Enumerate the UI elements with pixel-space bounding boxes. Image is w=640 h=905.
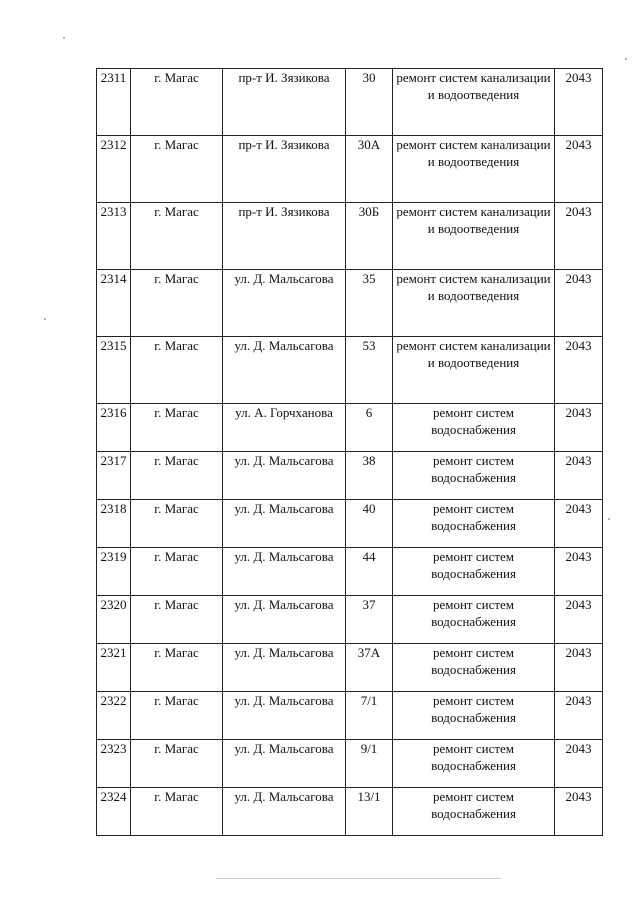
- house-cell: 37А: [346, 644, 393, 692]
- row-number-cell: 2320: [97, 596, 131, 644]
- street-cell: ул. Д. Мальсагова: [223, 548, 346, 596]
- house-cell: 30Б: [346, 203, 393, 270]
- table-row: [97, 692, 603, 740]
- city-cell: г. Магас: [131, 136, 223, 203]
- year-cell: 2043: [555, 740, 603, 788]
- street-cell: ул. Д. Мальсагова: [223, 788, 346, 836]
- row-number-cell: 2313: [97, 203, 131, 270]
- row-number-cell: 2316: [97, 404, 131, 452]
- table-row: [97, 337, 603, 404]
- row-number-cell: 2322: [97, 692, 131, 740]
- table-row: [97, 644, 603, 692]
- year-cell: 2043: [555, 404, 603, 452]
- row-number-cell: 2319: [97, 548, 131, 596]
- work-type-cell: ремонт систем водоснабжения: [393, 404, 555, 452]
- year-cell: 2043: [555, 136, 603, 203]
- row-number-cell: 2315: [97, 337, 131, 404]
- street-cell: ул. Д. Мальсагова: [223, 337, 346, 404]
- work-type-cell: ремонт систем канализации и водоотведения: [393, 270, 555, 337]
- city-cell: г. Магас: [131, 740, 223, 788]
- city-cell: г. Магас: [131, 337, 223, 404]
- row-number-cell: 2311: [97, 69, 131, 136]
- house-cell: 30: [346, 69, 393, 136]
- table-row: [97, 500, 603, 548]
- year-cell: 2043: [555, 69, 603, 136]
- work-type-cell: ремонт систем канализации и водоотведения: [393, 136, 555, 203]
- house-cell: 44: [346, 548, 393, 596]
- work-type-cell: ремонт систем водоснабжения: [393, 452, 555, 500]
- city-cell: г. Магас: [131, 644, 223, 692]
- work-type-cell: ремонт систем канализации и водоотведения: [393, 337, 555, 404]
- city-cell: г. Магас: [131, 500, 223, 548]
- year-cell: 2043: [555, 337, 603, 404]
- street-cell: ул. А. Горчханова: [223, 404, 346, 452]
- street-cell: пр-т И. Зязикова: [223, 69, 346, 136]
- work-type-cell: ремонт систем водоснабжения: [393, 788, 555, 836]
- row-number-cell: 2324: [97, 788, 131, 836]
- row-number-cell: 2312: [97, 136, 131, 203]
- table-row: [97, 788, 603, 836]
- scan-speck: [63, 37, 65, 39]
- city-cell: г. Магас: [131, 270, 223, 337]
- year-cell: 2043: [555, 788, 603, 836]
- row-number-cell: 2321: [97, 644, 131, 692]
- house-cell: 6: [346, 404, 393, 452]
- street-cell: ул. Д. Мальсагова: [223, 452, 346, 500]
- city-cell: г. Магас: [131, 596, 223, 644]
- year-cell: 2043: [555, 644, 603, 692]
- year-cell: 2043: [555, 596, 603, 644]
- work-type-cell: ремонт систем водоснабжения: [393, 644, 555, 692]
- city-cell: г. Магас: [131, 203, 223, 270]
- work-type-cell: ремонт систем водоснабжения: [393, 500, 555, 548]
- row-number-cell: 2318: [97, 500, 131, 548]
- street-cell: ул. Д. Мальсагова: [223, 644, 346, 692]
- house-cell: 53: [346, 337, 393, 404]
- street-cell: пр-т И. Зязикова: [223, 136, 346, 203]
- row-number-cell: 2323: [97, 740, 131, 788]
- city-cell: г. Магас: [131, 788, 223, 836]
- scan-speck: [608, 518, 610, 520]
- house-cell: 35: [346, 270, 393, 337]
- work-type-cell: ремонт систем водоснабжения: [393, 548, 555, 596]
- city-cell: г. Магас: [131, 548, 223, 596]
- street-cell: ул. Д. Мальсагова: [223, 740, 346, 788]
- work-type-cell: ремонт систем канализации и водоотведения: [393, 203, 555, 270]
- registry-table: [96, 68, 603, 836]
- table-row: [97, 452, 603, 500]
- street-cell: пр-т И. Зязикова: [223, 203, 346, 270]
- city-cell: г. Магас: [131, 69, 223, 136]
- table-row: [97, 404, 603, 452]
- table-row: [97, 740, 603, 788]
- table-row: [97, 596, 603, 644]
- house-cell: 7/1: [346, 692, 393, 740]
- house-cell: 30А: [346, 136, 393, 203]
- city-cell: г. Магас: [131, 692, 223, 740]
- scan-edge-line: [216, 878, 501, 879]
- registry-rows: [97, 69, 603, 836]
- work-type-cell: ремонт систем водоснабжения: [393, 740, 555, 788]
- scan-speck: [44, 318, 46, 320]
- street-cell: ул. Д. Мальсагова: [223, 596, 346, 644]
- scan-speck: [625, 58, 627, 60]
- street-cell: ул. Д. Мальсагова: [223, 692, 346, 740]
- row-number-cell: 2314: [97, 270, 131, 337]
- street-cell: ул. Д. Мальсагова: [223, 270, 346, 337]
- house-cell: 9/1: [346, 740, 393, 788]
- city-cell: г. Магас: [131, 404, 223, 452]
- work-type-cell: ремонт систем водоснабжения: [393, 692, 555, 740]
- city-cell: г. Магас: [131, 452, 223, 500]
- table-row: [97, 270, 603, 337]
- work-type-cell: ремонт систем канализации и водоотведения: [393, 69, 555, 136]
- house-cell: 38: [346, 452, 393, 500]
- house-cell: 37: [346, 596, 393, 644]
- year-cell: 2043: [555, 500, 603, 548]
- year-cell: 2043: [555, 692, 603, 740]
- year-cell: 2043: [555, 270, 603, 337]
- work-type-cell: ремонт систем водоснабжения: [393, 596, 555, 644]
- year-cell: 2043: [555, 203, 603, 270]
- table-row: [97, 203, 603, 270]
- table-row: [97, 69, 603, 136]
- year-cell: 2043: [555, 548, 603, 596]
- table-row: [97, 548, 603, 596]
- year-cell: 2043: [555, 452, 603, 500]
- house-cell: 40: [346, 500, 393, 548]
- street-cell: ул. Д. Мальсагова: [223, 500, 346, 548]
- house-cell: 13/1: [346, 788, 393, 836]
- table-row: [97, 136, 603, 203]
- row-number-cell: 2317: [97, 452, 131, 500]
